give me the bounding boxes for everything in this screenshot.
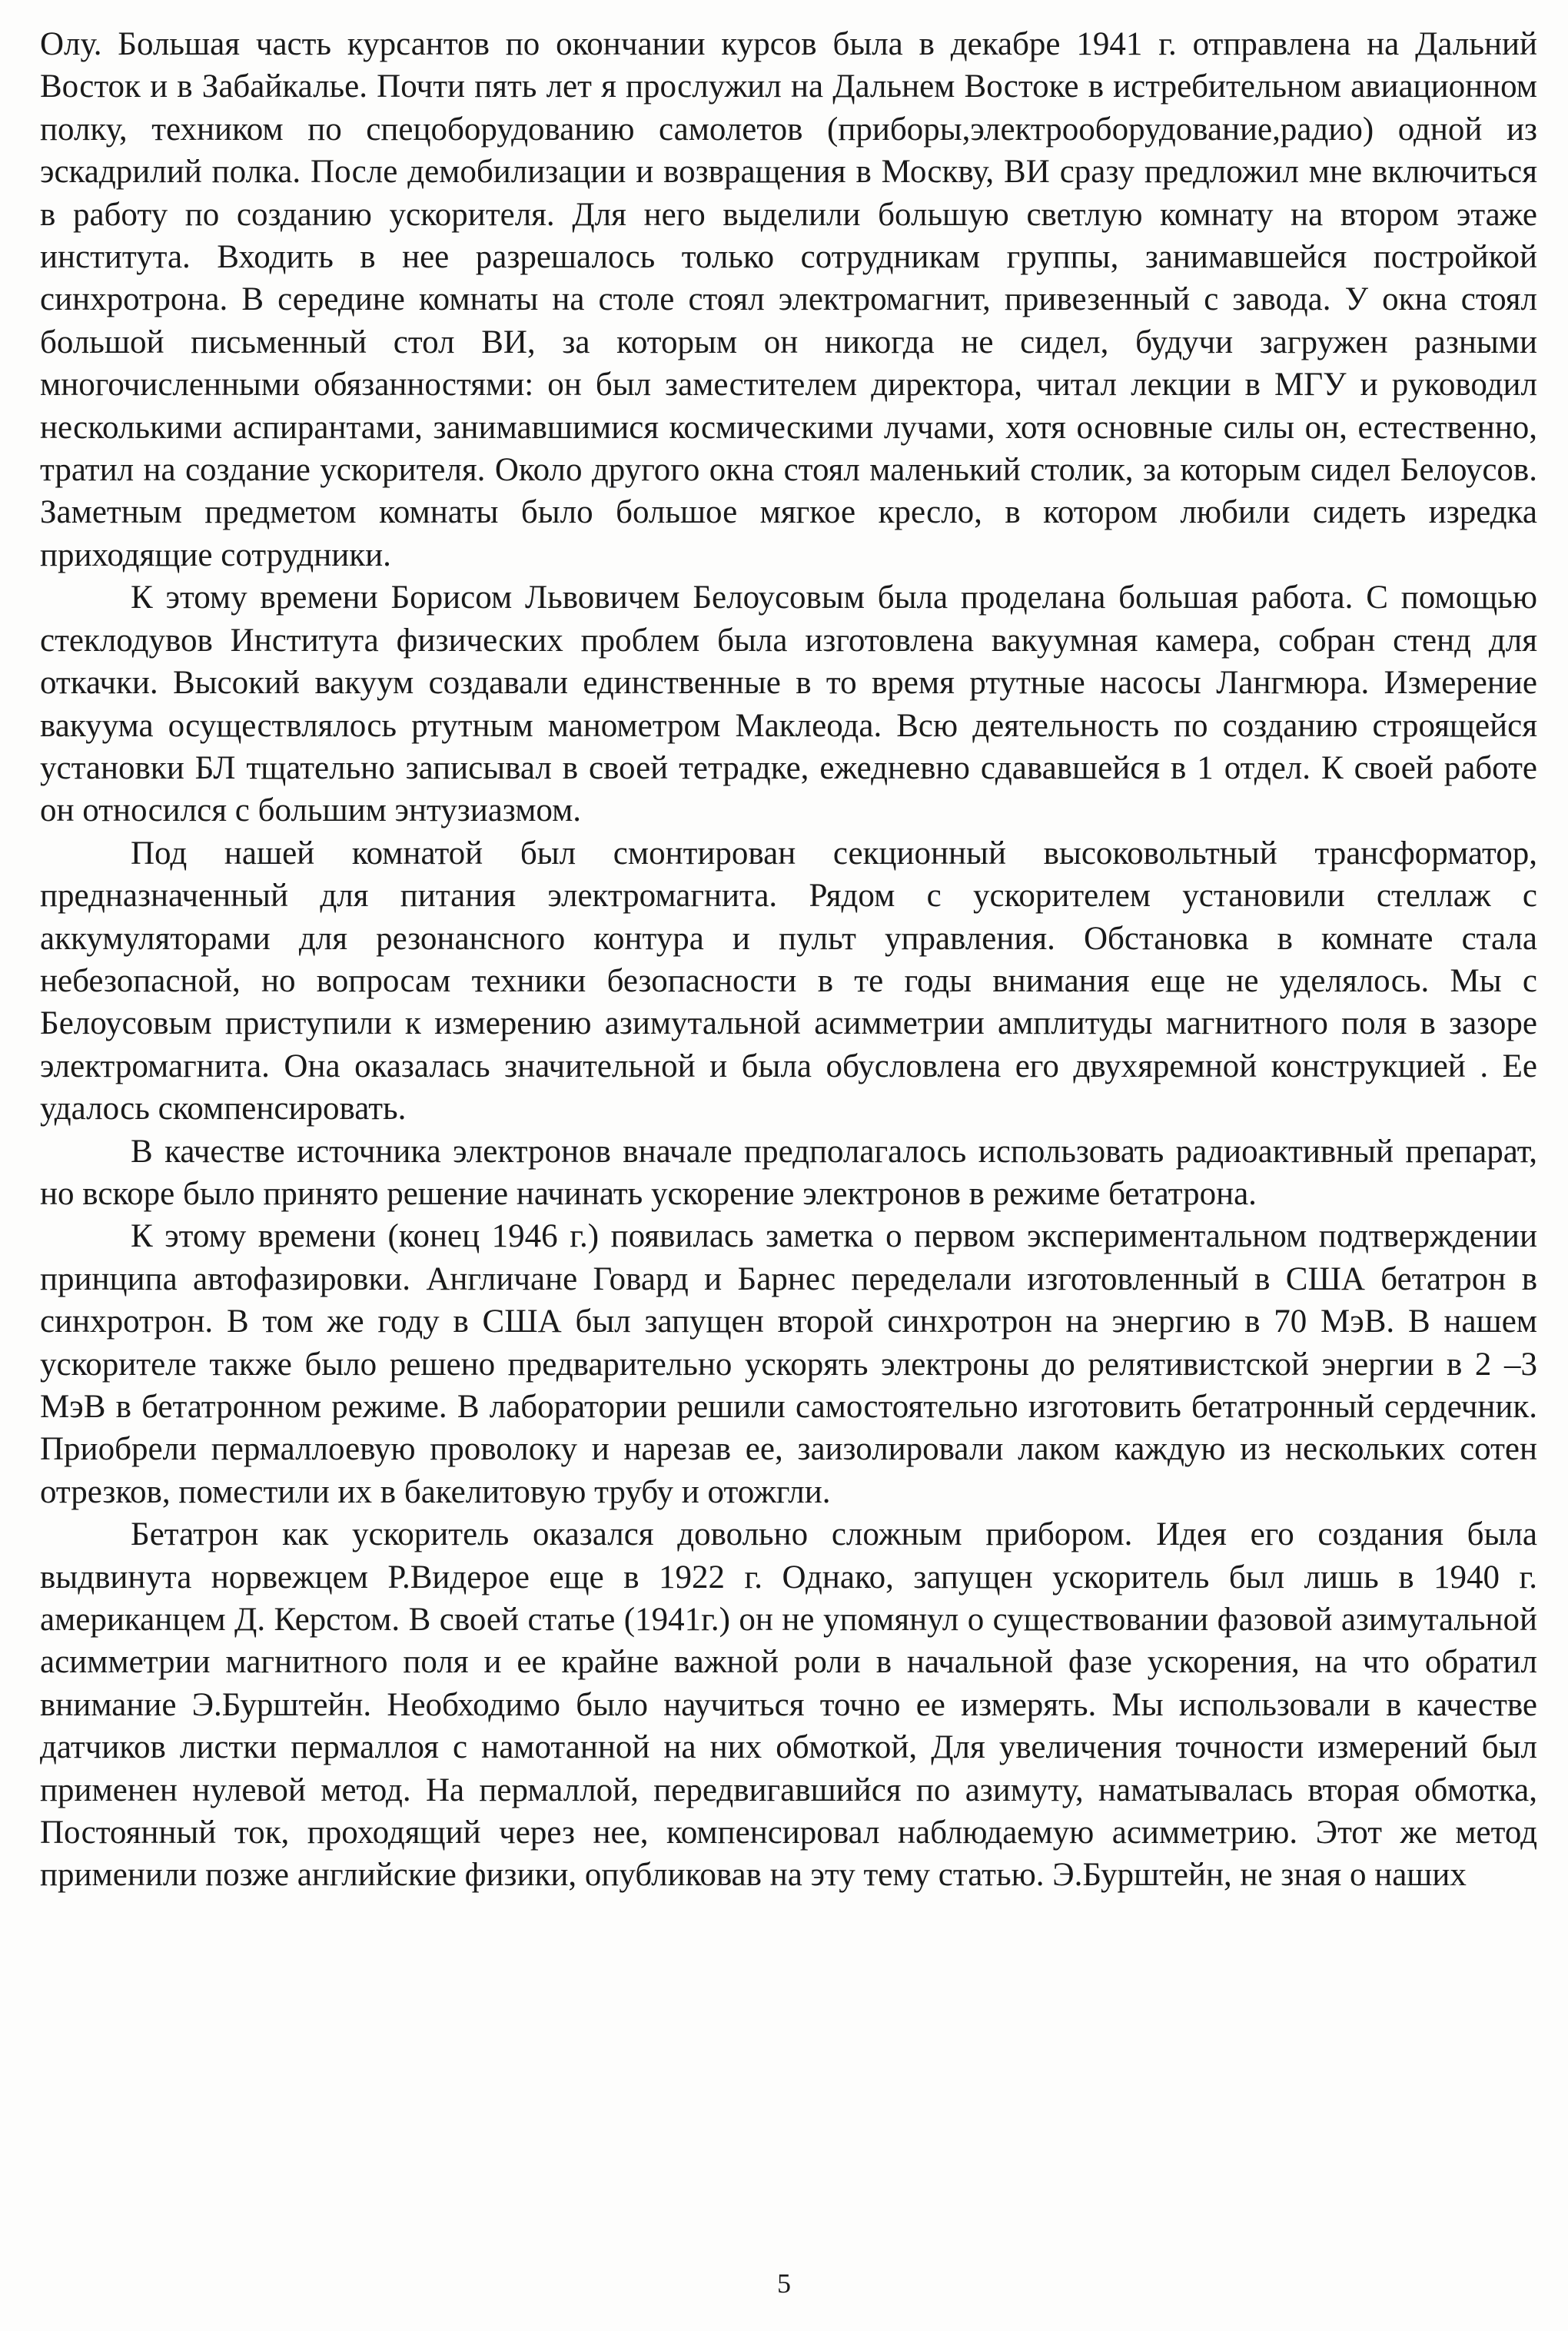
paragraph-1: Олу. Большая часть курсантов по окончании курсов была в декабре 1941 г. отправлена на Дальний Восток и в Забайкалье. Почти пять лет я прослужил на Дальнем Востоке в истребительном авиационном полку, техником по спецоборудованию самолетов (приборы,электрооборудование,радио) одной из эскадрилий полка. После демобилизации и возвращения в Москву, ВИ сразу предложил мне включиться в работу по созданию ускорителя. Для него выделили большую светлую комнату на втором этаже института. Входить в нее разрешалось только сотрудникам группы, занимавшейся постройкой синхротрона. В середине комнаты на столе стоял электромагнит, привезенный с завода. У окна стоял большой письменный стол ВИ, за которым он никогда не сидел, будучи загружен разными многочисленными обязанностями: он был заместителем директора, читал лекции в МГУ и руководил несколькими аспирантами, занимавшимися космическими лучами, хотя основные силы он, естественно, тратил на создание ускорителя. Около другого окна стоял маленький столик, за которым сидел Белоусов. Заметным предметом комнаты было большое мягкое кресло, в котором любили сидеть изредка приходящие сотрудники. — [40, 26, 1537, 573]
paragraph-6: Бетатрон как ускоритель оказался довольно сложным прибором. Идея его создания была выдвинута норвежцем Р.Видерое еще в 1922 г. Однако, запущен ускоритель был лишь в 1940 г. американцем Д. Керстом. В своей статье (1941г.) он не упомянул о существовании фазовой азимутальной асимметрии магнитного поля и ее крайне важной роли в начальной фазе ускорения, на что обратил внимание Э.Бурштейн. Необходимо было научиться точно ее измерять. Мы использовали в качестве датчиков листки пермаллоя с намотанной на них обмоткой, Для увеличения точности измерений был применен нулевой метод. На пермаллой, передвигавшийся по азимуту, наматывалась вторая обмотка, Постоянный ток, проходящий через нее, компенсировал наблюдаемую асимметрию. Этот же метод применили позже английские физики, опубликовав на эту тему статью. Э.Бурштейн, не зная о наших — [40, 1516, 1537, 1894]
paragraph-2: К этому времени Борисом Львовичем Белоусовым была проделана большая работа. С помощью стеклодувов Института физических проблем была изготовлена вакуумная камера, собран стенд для откачки. Высокий вакуум создавали единственные в то время ртутные насосы Лангмюра. Измерение вакуума осуществлялось ртутным манометром Маклеода. Всю деятельность по созданию строящейся установки БЛ тщательно записывал в своей тетрадке, ежедневно сдававшейся в 1 отдел. К своей работе он относился с большим энтузиазмом. — [40, 579, 1537, 829]
body-text — [40, 23, 1537, 1897]
page-number: 5 — [777, 2268, 791, 2299]
paragraph-4: В качестве источника электронов вначале предполагалось использовать радиоактивный препарат, но вскоре было принято решение начинать ускорение электронов в режиме бетатрона. — [40, 1133, 1537, 1212]
paragraph-5: К этому времени (конец 1946 г.) появилась заметка о первом экспериментальном подтверждении принципа автофазировки. Англичане Говард и Барнес переделали изготовленный в США бетатрон в синхротрон. В том же году в США был запущен второй синхротрон на энергию в 70 МэВ. В нашем ускорителе также было решено предварительно ускорять электроны до релятивистской энергии в 2 –3 МэВ в бетатронном режиме. В лаборатории решили самостоятельно изготовить бетатронный сердечник. Приобрели пермаллоевую проволоку и нарезав ее, заизолировали лаком каждую из нескольких сотен отрезков, поместили их в бакелитовую трубу и отожгли. — [40, 1218, 1537, 1510]
paragraph-3: Под нашей комнатой был смонтирован секционный высоковольтный трансформатор, предназначенный для питания электромагнита. Рядом с ускорителем установили стеллаж с аккумуляторами для резонансного контура и пульт управления. Обстановка в комнате стала небезопасной, но вопросам техники безопасности в те годы внимания еще не уделялось. Мы с Белоусовым приступили к измерению азимутальной асимметрии амплитуды магнитного поля в зазоре электромагнита. Она оказалась значительной и была обусловлена его двухяремной конструкцией . Ее удалось скомпенсировать. — [40, 835, 1537, 1127]
